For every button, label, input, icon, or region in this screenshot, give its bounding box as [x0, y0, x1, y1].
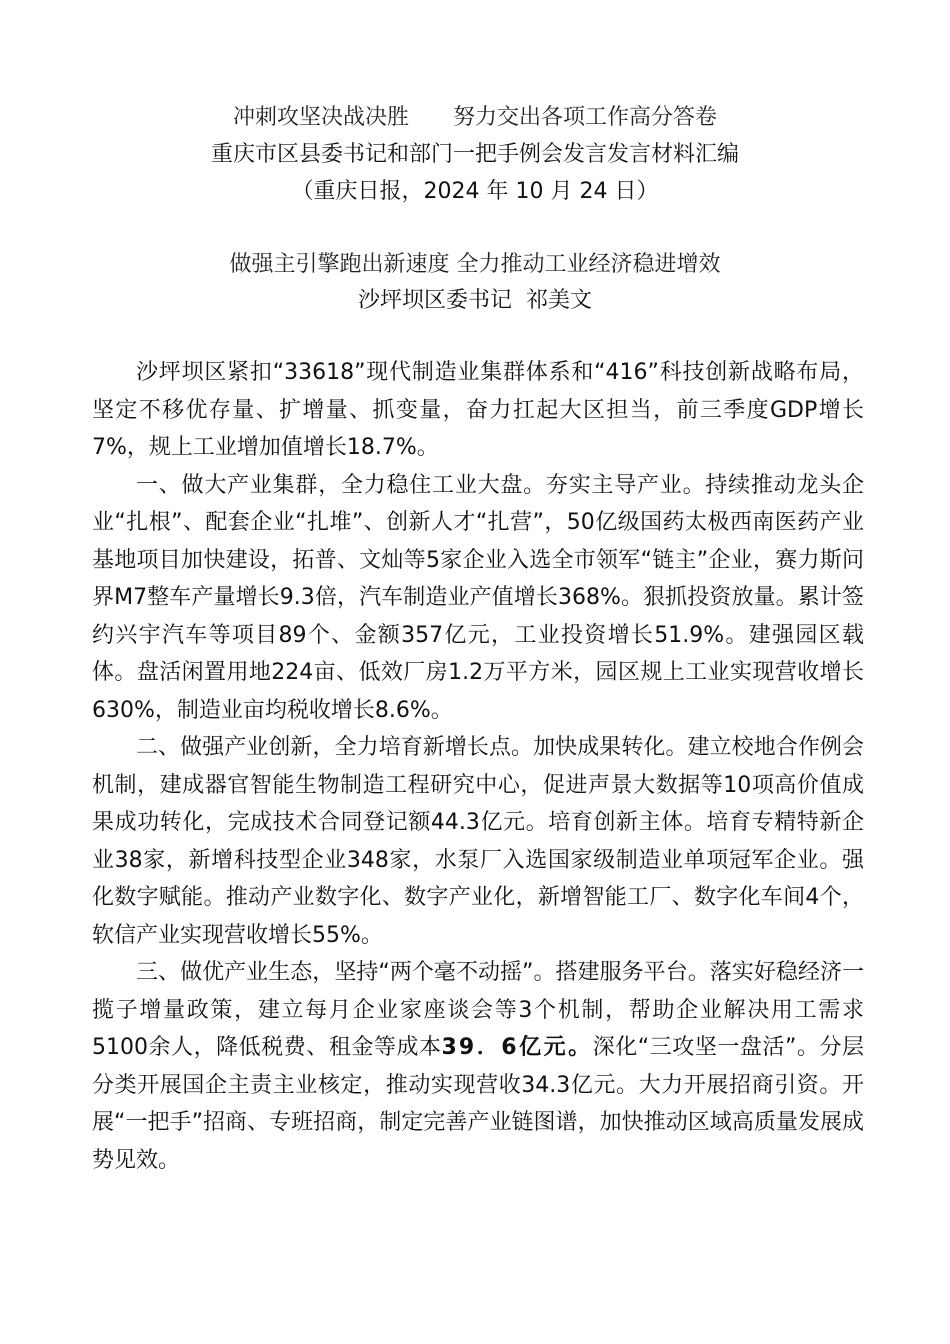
- paragraph-section-3-text-b: 深化“三攻坚一盘活”。分层分类开展国企主责主业核定，推动实现营收34.3亿元。大力开展招商引资。开展“一把手”招商、专班招商，制定完善产业链图谱，加快推动区域高质量发展成势见效。: [92, 1035, 864, 1173]
- paragraph-section-2: 二、做强产业创新，全力培育新增长点。加快成果转化。建立校地合作例会机制，建成器官智能生物制造工程研究中心，促进声景大数据等10项高价值成果成功转化，完成技术合同登记额44.3亿元。培育创新主体。培育专精特新企业38家，新增科技型企业348家，水泵厂入选国家级制造业单项冠军企业。强化数字赋能。推动产业数字化、数字产业化，新增智能工厂、数字化车间4个，软信产业实现营收增长55%。: [92, 735, 864, 948]
- paragraph-intro: 沙坪坝区紧扣“33618”现代制造业集群体系和“416”科技创新战略布局，坚定不移优存量、扩增量、抓变量，奋力扛起大区担当，前三季度GDP增长7%，规上工业增加值增长18.7%。: [92, 360, 864, 460]
- article-title: 做强主引擎跑出新速度 全力推动工业经济稳进增效: [229, 252, 721, 277]
- slogan-part-1: 冲刺攻坚决战决胜: [232, 105, 409, 130]
- source-line: （重庆日报，2024 年 10 月 24 日）: [291, 179, 659, 204]
- author-name: 祁美文: [526, 288, 593, 313]
- paragraph-section-3-text-a: 三、做优产业生态，坚持“两个毫不动摇”。搭建服务平台。落实好稳经济一揽子增量政策，建立每月企业家座谈会等3个机制，帮助企业解决用工需求5100余人，降低税费、租金等成本: [92, 960, 864, 1060]
- author-role: 沙坪坝区委书记: [357, 288, 512, 313]
- article-body: [92, 354, 864, 1179]
- paragraph-section-1: 一、做大产业集群，全力稳住工业大盘。夯实主导产业。持续推动龙头企业“扎根”、配套企业“扎堆”、创新人才“扎营”，50亿级国药太极西南医药产业基地项目加快建设，拓普、文灿等5家企业入选全市领军“链主”企业，赛力斯问界M7整车产量增长9.3倍，汽车制造业产值增长368%。狠抓投资放量。累计签约兴宇汽车等项目89个、金额357亿元，工业投资增长51.9%。建强园区载体。盘活闲置用地224亩、低效厂房1.2万平方米，园区规上工业实现营收增长630%，制造业亩均税收增长8.6%。: [92, 472, 864, 723]
- slogan-part-2: 努力交出各项工作高分答卷: [453, 105, 718, 130]
- author-line: [0, 283, 950, 314]
- paragraph-section-3: [92, 954, 864, 1179]
- compilation-title: 重庆市区县委书记和部门一把手例会发言发言材料汇编: [210, 142, 739, 167]
- slogan-heading: [0, 100, 950, 131]
- paragraph-section-3-bold-figure: 39．6亿元。: [441, 1035, 593, 1060]
